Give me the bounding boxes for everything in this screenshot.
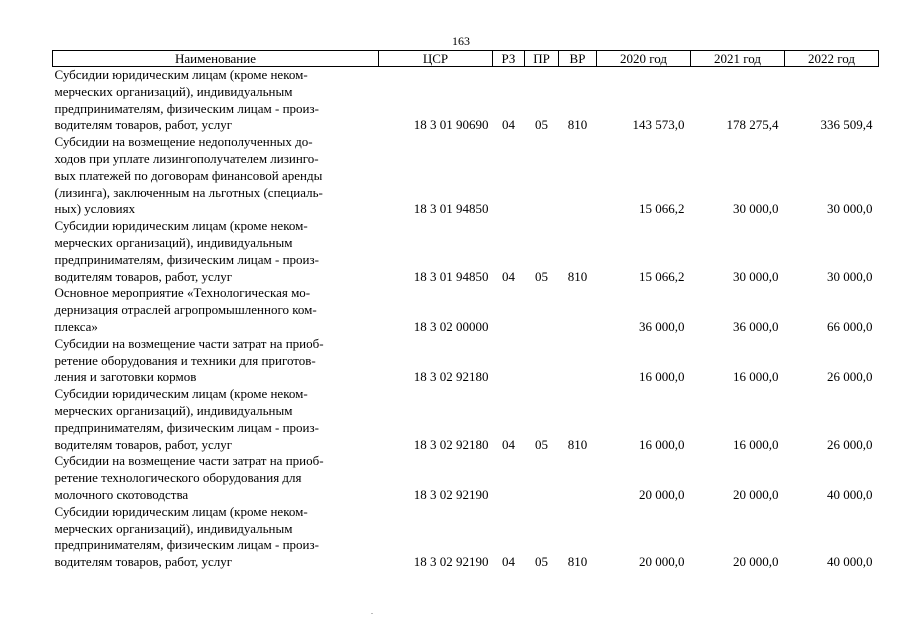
row-vr — [559, 285, 597, 335]
row-name-line: Субсидии на возмещение части затрат на приоб- — [54, 453, 324, 469]
row-vr: 810 — [567, 268, 588, 284]
row-2021: 36 000,0 — [733, 318, 779, 334]
row-pr: 05 — [535, 268, 548, 284]
row-vr: 810 — [567, 554, 588, 570]
row-name — [53, 336, 379, 386]
row-rz — [493, 336, 525, 386]
header-2021: 2021 год — [691, 51, 785, 67]
row-name-line: дернизация отраслей агропромышленного ком- — [54, 302, 317, 318]
row-csr: 18 3 02 92190 — [413, 486, 489, 502]
row-2022: 66 000,0 — [827, 318, 873, 334]
row-name-line: предпринимателям, физическим лицам - произ- — [54, 100, 319, 116]
table-row — [53, 134, 879, 218]
row-name-line: Субсидии юридическим лицам (кроме неком- — [54, 67, 308, 82]
row-name-line: мерческих организаций), индивидуальным — [54, 83, 293, 99]
row-2020: 20 000,0 — [639, 486, 685, 502]
row-csr: 18 3 02 92190 — [413, 554, 489, 570]
table-row — [53, 504, 879, 571]
row-name-line: вых платежей по договорам финансовой аренды — [54, 167, 323, 183]
row-name-line: мерческих организаций), индивидуальным — [54, 234, 293, 250]
row-2021: 16 000,0 — [733, 369, 779, 385]
row-pr — [525, 285, 559, 335]
row-name-line: (лизинга), заключенным на льготных (специаль- — [54, 184, 323, 200]
row-rz — [493, 134, 525, 218]
page-number: 163 — [452, 34, 470, 48]
row-name-line: Субсидии на возмещение части затрат на приоб- — [54, 335, 324, 351]
row-2020: 15 066,2 — [639, 201, 685, 217]
budget-table — [52, 50, 879, 571]
header-rz: РЗ — [493, 51, 525, 67]
row-name-line: Субсидии юридическим лицам (кроме неком- — [54, 386, 308, 402]
row-2020: 16 000,0 — [639, 369, 685, 385]
row-2020: 20 000,0 — [639, 554, 685, 570]
row-2021: 20 000,0 — [733, 486, 779, 502]
table-row — [53, 67, 879, 135]
row-pr — [525, 453, 559, 503]
row-name-line: Субсидии на возмещение недополученных до- — [54, 134, 313, 150]
row-name — [53, 386, 379, 453]
header-2022: 2022 год — [785, 51, 879, 67]
row-rz — [493, 285, 525, 335]
row-2020: 36 000,0 — [639, 318, 685, 334]
row-pr: 05 — [535, 436, 548, 452]
row-name — [53, 504, 379, 571]
header-row — [53, 51, 879, 67]
row-2021: 20 000,0 — [733, 554, 779, 570]
row-2020: 16 000,0 — [639, 436, 685, 452]
row-pr — [525, 134, 559, 218]
row-2022: 26 000,0 — [827, 436, 873, 452]
row-name-line: водителям товаров, работ, услуг — [54, 436, 233, 452]
row-name-line: Субсидии юридическим лицам (кроме неком- — [54, 218, 308, 234]
row-name-line: молочного скотоводства — [54, 486, 189, 502]
row-name-line: ных) условиях — [54, 201, 136, 217]
header-name: Наименование — [53, 51, 379, 67]
row-name-line: водителям товаров, работ, услуг — [54, 554, 233, 570]
row-name — [53, 134, 379, 218]
row-name — [53, 285, 379, 335]
table-row — [53, 218, 879, 285]
row-name-line: Основное мероприятие «Технологическая мо- — [54, 285, 311, 301]
row-name-line: мерческих организаций), индивидуальным — [54, 402, 293, 418]
table-row — [53, 285, 879, 335]
row-csr: 18 3 01 94850 — [413, 201, 489, 217]
row-vr — [559, 336, 597, 386]
row-name-line: предпринимателям, физическим лицам - произ- — [54, 419, 319, 435]
row-pr: 05 — [535, 554, 548, 570]
row-2021: 178 275,4 — [726, 117, 779, 133]
row-name-line: водителям товаров, работ, услуг — [54, 268, 233, 284]
row-vr — [559, 453, 597, 503]
row-2020: 143 573,0 — [632, 117, 685, 133]
row-csr: 18 3 01 94850 — [413, 268, 489, 284]
table-row — [53, 453, 879, 503]
row-rz: 04 — [502, 117, 515, 133]
row-name — [53, 218, 379, 285]
row-2021: 16 000,0 — [733, 436, 779, 452]
row-vr — [559, 134, 597, 218]
row-name-line: ретение оборудования и техники для приготов- — [54, 352, 316, 368]
row-rz: 04 — [502, 554, 515, 570]
header-vr: ВР — [559, 51, 597, 67]
header-pr: ПР — [525, 51, 559, 67]
row-2022: 336 509,4 — [820, 117, 873, 133]
row-name-line: предпринимателям, физическим лицам - произ- — [54, 537, 319, 553]
row-2021: 30 000,0 — [733, 268, 779, 284]
header-2020: 2020 год — [597, 51, 691, 67]
row-2022: 26 000,0 — [827, 369, 873, 385]
row-name — [53, 67, 379, 135]
row-csr: 18 3 02 92180 — [413, 369, 489, 385]
row-2022: 40 000,0 — [827, 554, 873, 570]
row-name-line: плекса» — [54, 318, 98, 334]
row-2022: 30 000,0 — [827, 268, 873, 284]
row-name-line: предпринимателям, физическим лицам - произ- — [54, 251, 319, 267]
row-rz: 04 — [502, 268, 515, 284]
row-name-line: мерческих организаций), индивидуальным — [54, 520, 293, 536]
table-row — [53, 336, 879, 386]
table-row — [53, 386, 879, 453]
row-name-line: ходов при уплате лизингополучателем лизинго- — [54, 150, 319, 166]
scan-speck — [371, 613, 373, 614]
row-2022: 40 000,0 — [827, 486, 873, 502]
row-name-line: водителям товаров, работ, услуг — [54, 117, 233, 133]
row-rz: 04 — [502, 436, 515, 452]
row-csr: 18 3 01 90690 — [413, 117, 489, 133]
row-vr: 810 — [567, 436, 588, 452]
row-2021: 30 000,0 — [733, 201, 779, 217]
row-csr: 18 3 02 92180 — [413, 436, 489, 452]
table-header — [53, 51, 879, 67]
row-csr: 18 3 02 00000 — [413, 318, 489, 334]
row-name-line: ления и заготовки кормов — [54, 369, 197, 385]
row-2022: 30 000,0 — [827, 201, 873, 217]
row-pr: 05 — [535, 117, 548, 133]
row-pr — [525, 336, 559, 386]
row-2020: 15 066,2 — [639, 268, 685, 284]
row-name — [53, 453, 379, 503]
row-rz — [493, 453, 525, 503]
header-csr: ЦСР — [379, 51, 493, 67]
row-name-line: ретение технологического оборудования для — [54, 470, 302, 486]
row-name-line: Субсидии юридическим лицам (кроме неком- — [54, 503, 308, 519]
table-body — [53, 67, 879, 571]
row-vr: 810 — [567, 117, 588, 133]
